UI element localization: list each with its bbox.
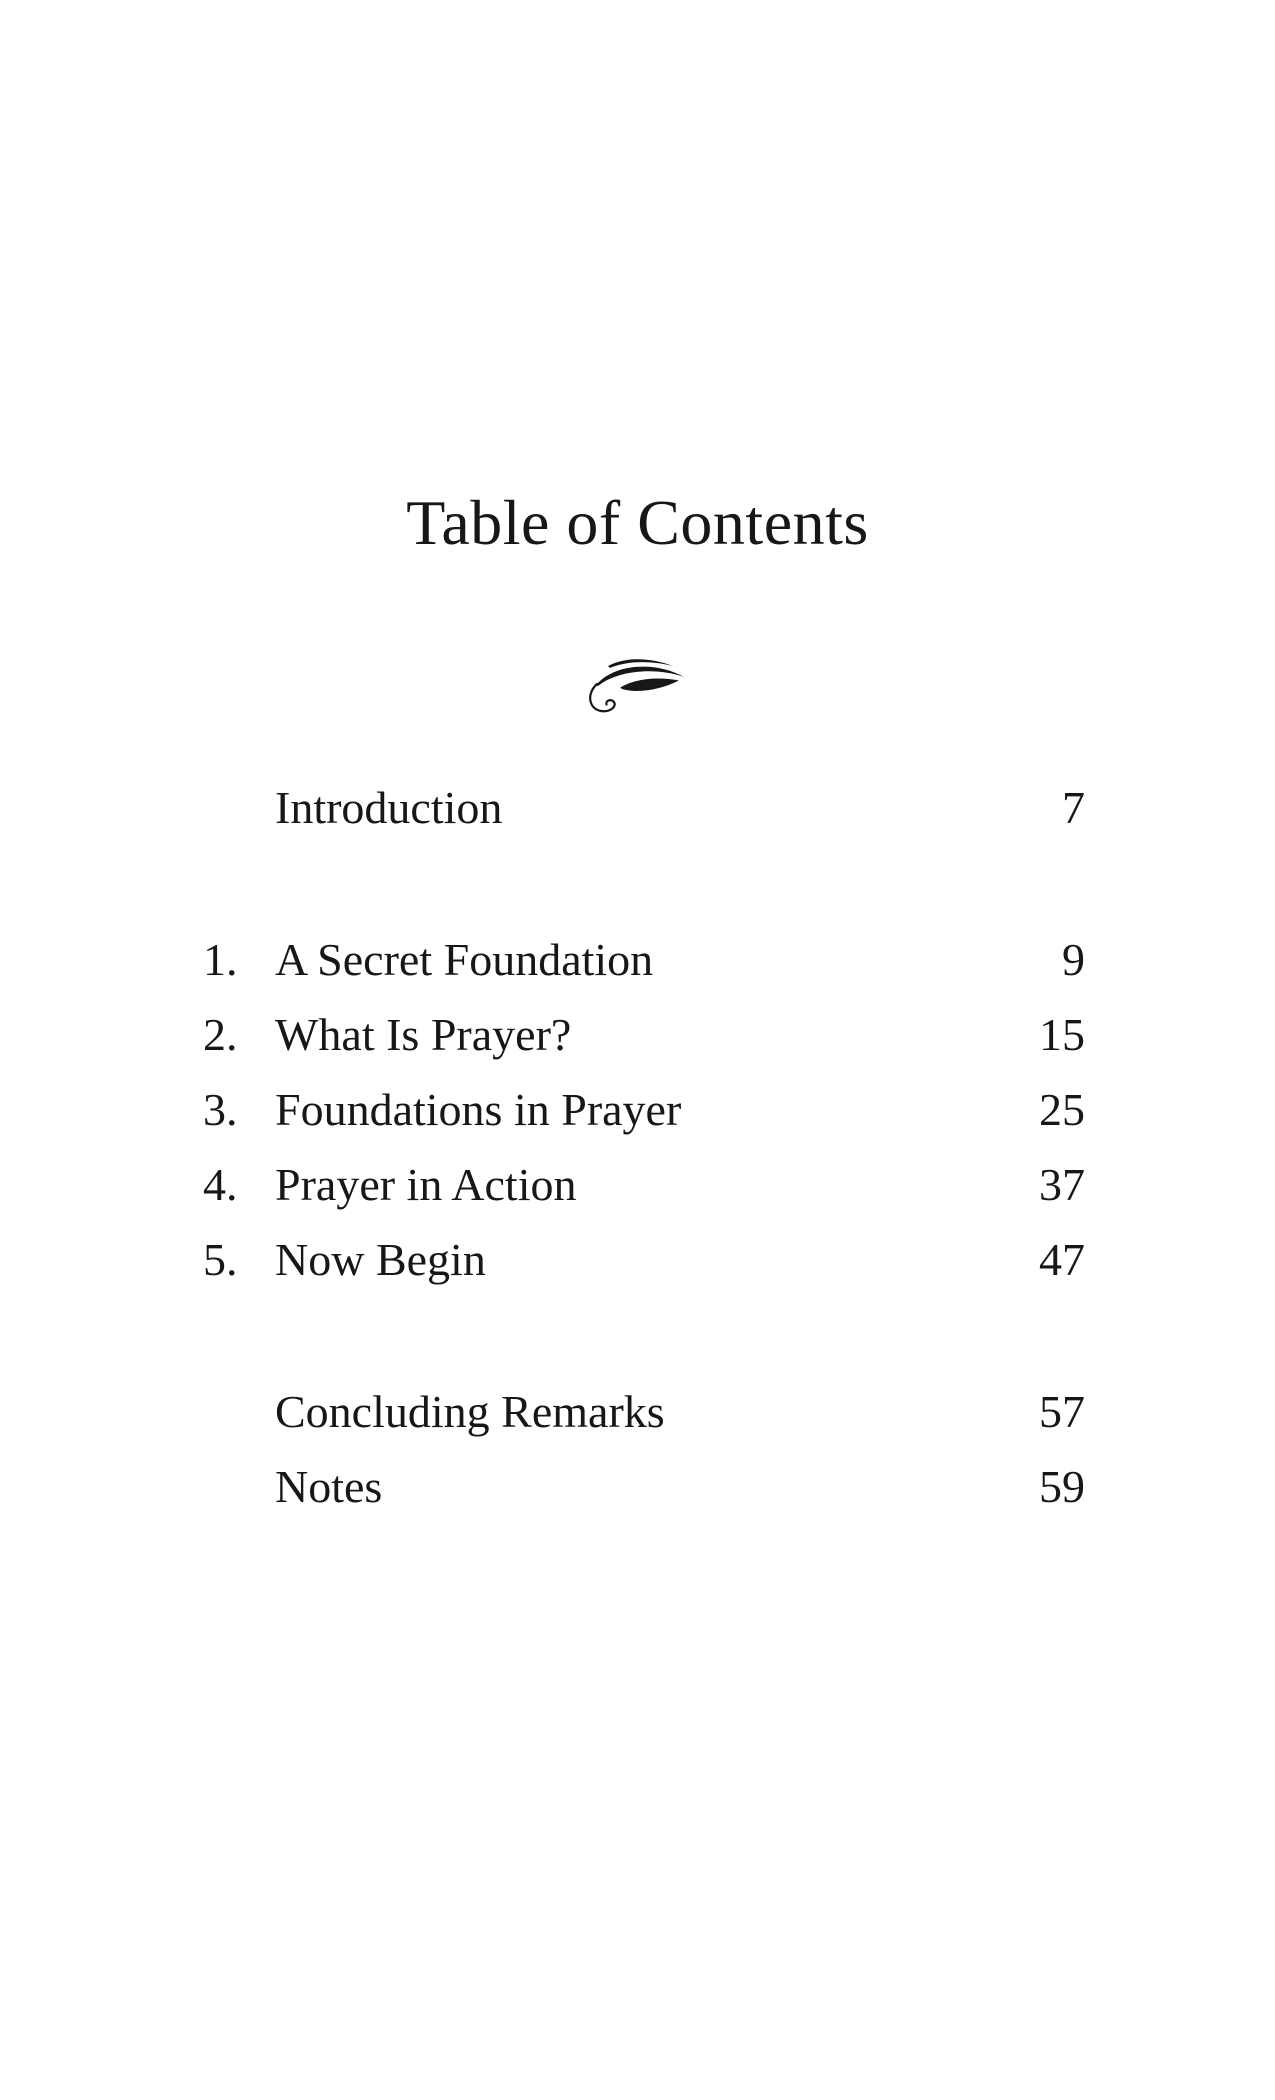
table-of-contents: [203, 770, 1085, 1524]
calligraphic-flourish-icon: [588, 654, 688, 714]
toc-entry-row: [203, 1072, 1085, 1147]
toc-entry-row: [203, 1374, 1085, 1449]
toc-entry-row: [203, 922, 1085, 997]
toc-entry-label: Notes: [275, 1461, 383, 1512]
toc-entry-number: 4.: [203, 1159, 238, 1210]
page-title: Table of Contents: [406, 487, 869, 558]
toc-section: [203, 922, 1085, 1297]
toc-entry-page-number: 9: [1062, 934, 1085, 985]
toc-entry-label: What Is Prayer?: [275, 1009, 572, 1060]
toc-entry-label: Concluding Remarks: [275, 1386, 665, 1437]
toc-section: [203, 770, 1085, 845]
toc-entry-number: 2.: [203, 1009, 238, 1060]
toc-entry-label: Foundations in Prayer: [275, 1084, 682, 1135]
toc-entry-page-number: 37: [1039, 1159, 1085, 1210]
toc-entry-row: [203, 997, 1085, 1072]
toc-entry-number: 3.: [203, 1084, 238, 1135]
toc-section: [203, 1374, 1085, 1524]
toc-entry-page-number: 7: [1062, 782, 1085, 833]
toc-entry-number: 1.: [203, 934, 238, 985]
toc-entry-row: [203, 1449, 1085, 1524]
ornament-container: [0, 654, 1275, 714]
toc-entry-page-number: 57: [1039, 1386, 1085, 1437]
toc-entry-label: Introduction: [275, 782, 503, 833]
toc-entry-number: 5.: [203, 1234, 238, 1285]
toc-entry-page-number: 25: [1039, 1084, 1085, 1135]
toc-entry-row: [203, 1147, 1085, 1222]
toc-entry-page-number: 47: [1039, 1234, 1085, 1285]
toc-entry-label: Prayer in Action: [275, 1159, 577, 1210]
toc-entry-label: A Secret Foundation: [275, 934, 654, 985]
toc-entry-row: [203, 770, 1085, 845]
toc-entry-label: Now Begin: [275, 1234, 486, 1285]
toc-entry-page-number: 15: [1039, 1009, 1085, 1060]
toc-entry-page-number: 59: [1039, 1461, 1085, 1512]
toc-entry-row: [203, 1222, 1085, 1297]
